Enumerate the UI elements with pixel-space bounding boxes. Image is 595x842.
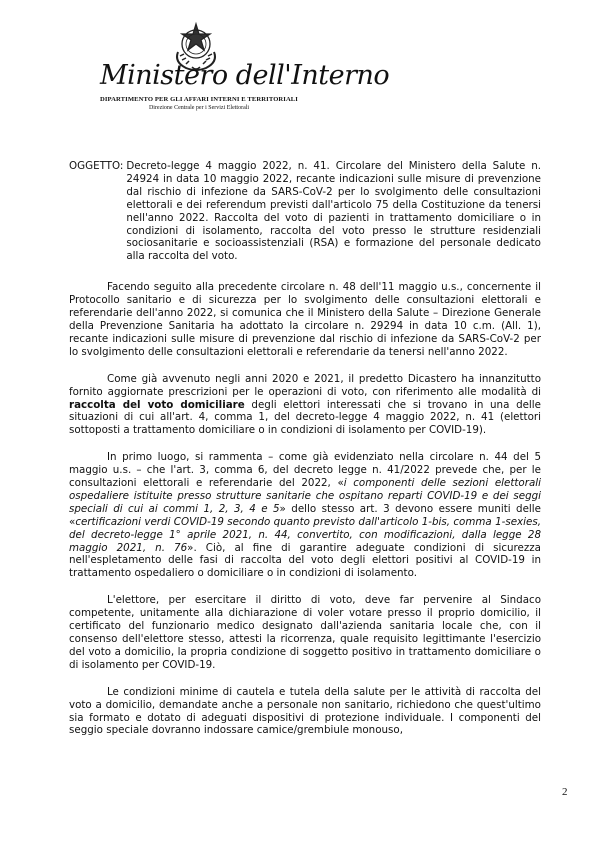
paragraph-5: Le condizioni minime di cautela e tutela della salute per le attività di raccolta del voto a domicilio, demandate anche a personale non sanitario, richiedono che quest'ultimo sia formato e dotato di adeguati dispositivi di protezione individuale. I componenti del seggio speciale dovranno indossare camice/grembiule monouso, (69, 685, 541, 737)
ministry-title: Ministero dell'Interno (100, 60, 390, 91)
paragraph-3-text-a: In primo luogo, si rammenta – come già evidenziato nella circolare n. 44 del 5 maggio u.s. – che l'art. 3, comma 6, del decreto legge n. 41/2022 prevede che, per le consultazioni elettorali e referendarie del 2022, « (69, 451, 541, 490)
subject-label: OGGETTO: (69, 160, 124, 172)
paragraph-4: L'elettore, per esercitare il diritto di voto, deve far pervenire al Sindaco competente, unitamente alla dichiarazione di voler votare presso il proprio domicilio, il certificato del funzionario medico designato dall'azienda sanitaria locale che, con il consenso dell'elettore stesso, attesti la ricorrenza, quale requisito legittimante l'esercizio del voto a domicilio, la propria condizione di soggetto positivo in trattamento domiciliare o di isolamento per COVID-19. (69, 594, 541, 671)
subject-block (69, 160, 541, 263)
department-name: DIPARTIMENTO PER GLI AFFARI INTERNI E TERRITORIALI (100, 96, 298, 103)
paragraph-3-quote-2: certificazioni verdi COVID-19 secondo quanto previsto dall'articolo 1-bis, comma 1-sexies, del decreto-legge 1° aprile 2021, n. 44, convertito, con modificazioni, dalla legge 28 maggio 2021, n. 76 (69, 515, 541, 554)
paragraph-1: Facendo seguito alla precedente circolare n. 48 dell'11 maggio u.s., concernente il Protocollo sanitario e di sicurezza per lo svolgimento delle consultazioni elettorali e referendarie dell'anno 2022, si comunica che il Ministero della Salute – Direzione Generale della Prevenzione Sanitaria ha adottato la circolare n. 29294 in data 10 c.m. (All. 1), recante indicazioni sulle misure di prevenzione dal rischio di infezione da SARS-CoV-2 per lo svolgimento delle consultazioni elettorali e referendarie da tenersi nell'anno 2022. (69, 281, 541, 358)
paragraph-3 (69, 451, 541, 580)
paragraph-3-text-e: ». Ciò, al fine di garantire adeguate condizioni di sicurezza nell'espletamento delle fasi di raccolta del voto degli elettori positivi al COVID-19 in trattamento ospedaliero o domiciliare o in condizioni di isolamento. (69, 541, 541, 580)
paragraph-3-quote-1: i componenti delle sezioni elettorali ospedaliere istituite presso strutture sanitarie che ospitano reparti COVID-19 e dei seggi speciali di cui ai commi 1, 2, 3, 4 e 5 (69, 477, 541, 515)
paragraph-2-text-a: Come già avvenuto negli anni 2020 e 2021, il predetto Dicastero ha innanzitutto fornito aggiornate prescrizioni per le operazioni di voto, con riferimento alle modalità di (69, 372, 541, 398)
page-number: 2 (562, 786, 568, 798)
subject-text: Decreto-legge 4 maggio 2022, n. 41. Circolare del Ministero della Salute n. 24924 in data 10 maggio 2022, recante indicazioni sulle misure di prevenzione dal rischio di infezione da SARS-CoV-2 per lo svolgimento delle consultazioni elettorali e dei referendum previsti dall'articolo 75 della Costituzione da tenersi nell'anno 2022. Raccolta del voto di pazienti in trattamento domiciliare o in condizioni di isolamento, raccolta del voto presso le strutture residenziali sociosanitarie e socioassistenziali (RSA) e formazione del personale dedicato alla raccolta del voto. (126, 160, 541, 263)
direction-name: Direzione Centrale per i Servizi Elettorali (148, 105, 250, 111)
paragraph-2-bold: raccolta del voto domiciliare (69, 398, 245, 411)
paragraph-2-text-c: degli elettori interessati che si trovano in una delle situazioni di cui all'art. 4, comma 1, del decreto-legge 4 maggio 2022, n. 41 (elettori sottoposti a trattamento domiciliare o in condizioni di isolamento per COVID-19). (69, 398, 541, 437)
paragraph-2 (69, 373, 541, 438)
paragraph-3-text-c: » dello stesso art. 3 devono essere muniti delle « (69, 502, 541, 528)
document-body (69, 160, 541, 751)
